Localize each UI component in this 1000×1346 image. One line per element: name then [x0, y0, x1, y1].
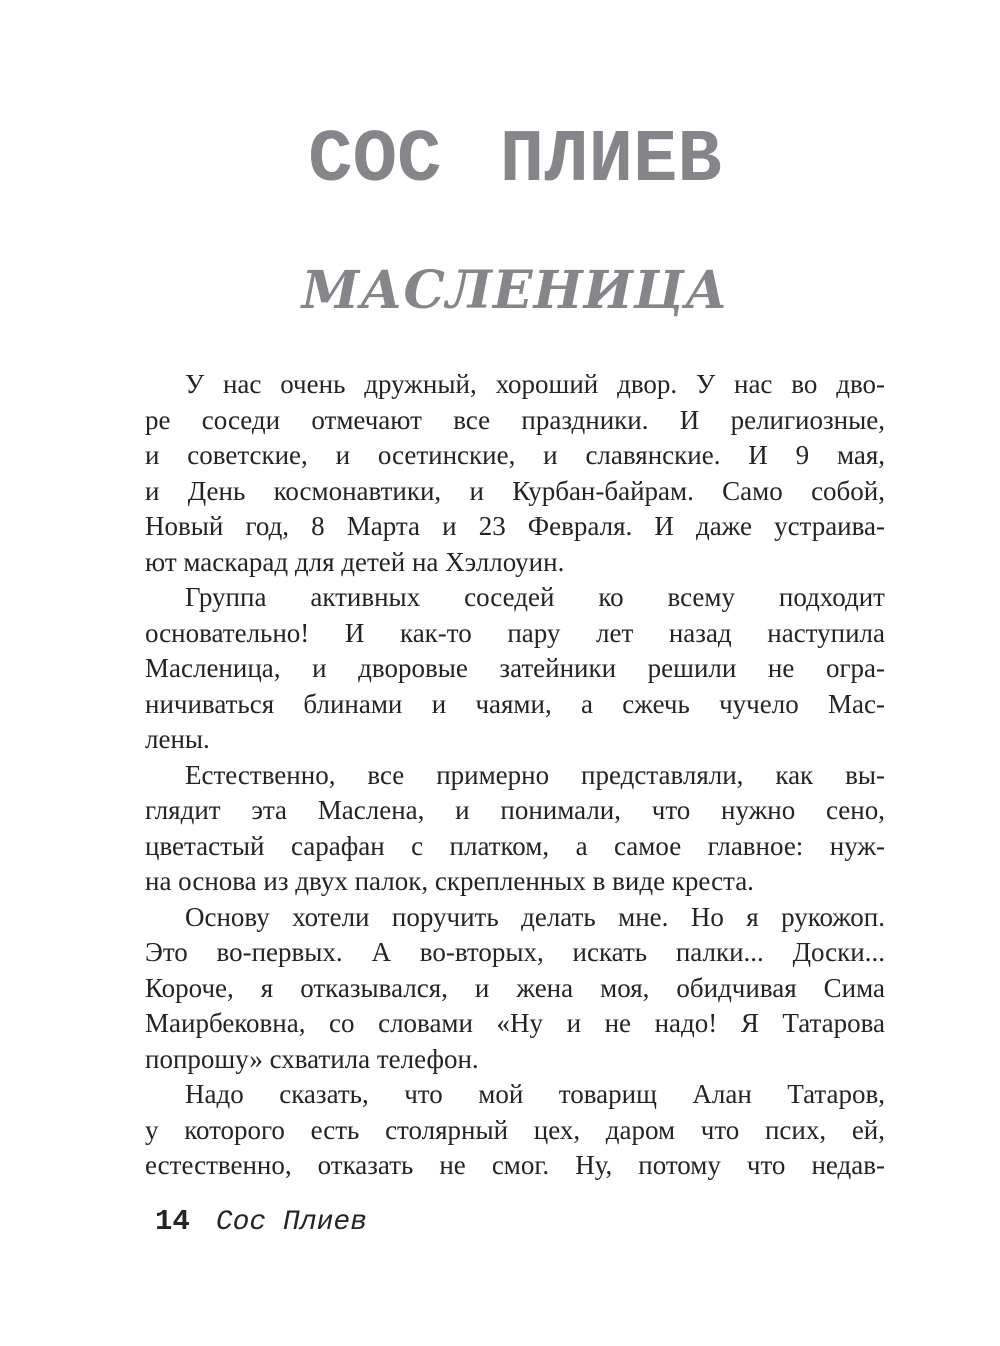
- text-line: и День космонавтики, и Курбан-байрам. Само собой,: [145, 475, 885, 506]
- text-line: Короче, я отказывался, и жена моя, обидчивая Сима: [145, 972, 885, 1003]
- story-title: МАСЛЕНИЦА: [301, 260, 729, 321]
- text-line: Группа активных соседей ко всему подходит: [185, 582, 885, 612]
- text-line: ют маскарад для детей на Хэллоуин.: [145, 546, 565, 577]
- text-line: Маирбековна, со словами «Ну и не надо! Я Татарова: [145, 1008, 885, 1038]
- paragraph: [145, 580, 885, 758]
- paragraph: [145, 900, 885, 1078]
- body-text: [145, 367, 885, 1184]
- text-line: у которого есть столярный цех, даром что псих, ей,: [145, 1114, 885, 1145]
- text-line: Надо сказать, что мой товарищ Алан Татаров,: [185, 1079, 885, 1109]
- text-line: ре соседи отмечают все праздники. И религиозные,: [145, 404, 885, 435]
- page-number: 14: [155, 1205, 190, 1238]
- paragraph: [145, 367, 885, 580]
- text-line: и советские, и осетинские, и славянские. И 9 мая,: [145, 440, 885, 470]
- text-line: Масленица, и дворовые затейники решили не огра-: [145, 653, 885, 683]
- author-title: СОС ПЛИЕВ: [308, 119, 722, 203]
- text-line: У нас очень дружный, хороший двор. У нас во дво-: [185, 369, 885, 399]
- text-line: основательно! И как-то пару лет назад наступила: [145, 617, 885, 648]
- text-line: цветастый сарафан с платком, а самое главное: нуж-: [145, 830, 885, 861]
- text-line: попрошу» схватила телефон.: [145, 1043, 479, 1074]
- text-line: Естественно, все примерно представляли, как вы-: [185, 759, 885, 790]
- text-line: Это во-первых. А во-вторых, искать палки... Доски...: [145, 937, 885, 967]
- page-footer: [155, 1205, 367, 1238]
- text-line: естественно, отказать не смог. Ну, потому что недав-: [145, 1150, 885, 1180]
- text-line: глядит эта Маслена, и понимали, что нужно сено,: [145, 795, 885, 825]
- text-line: лены.: [145, 724, 210, 754]
- running-title: Сос Плиев: [215, 1207, 368, 1238]
- text-line: на основа из двух палок, скрепленных в виде креста.: [145, 866, 754, 896]
- paragraph: [145, 1077, 885, 1184]
- paragraph: [145, 758, 885, 900]
- text-line: ничиваться блинами и чаями, а сжечь чучело Мас-: [145, 688, 885, 719]
- text-line: Новый год, 8 Марта и 23 Февраля. И даже устраива-: [145, 511, 885, 541]
- text-line: Основу хотели поручить делать мне. Но я рукожоп.: [185, 901, 885, 932]
